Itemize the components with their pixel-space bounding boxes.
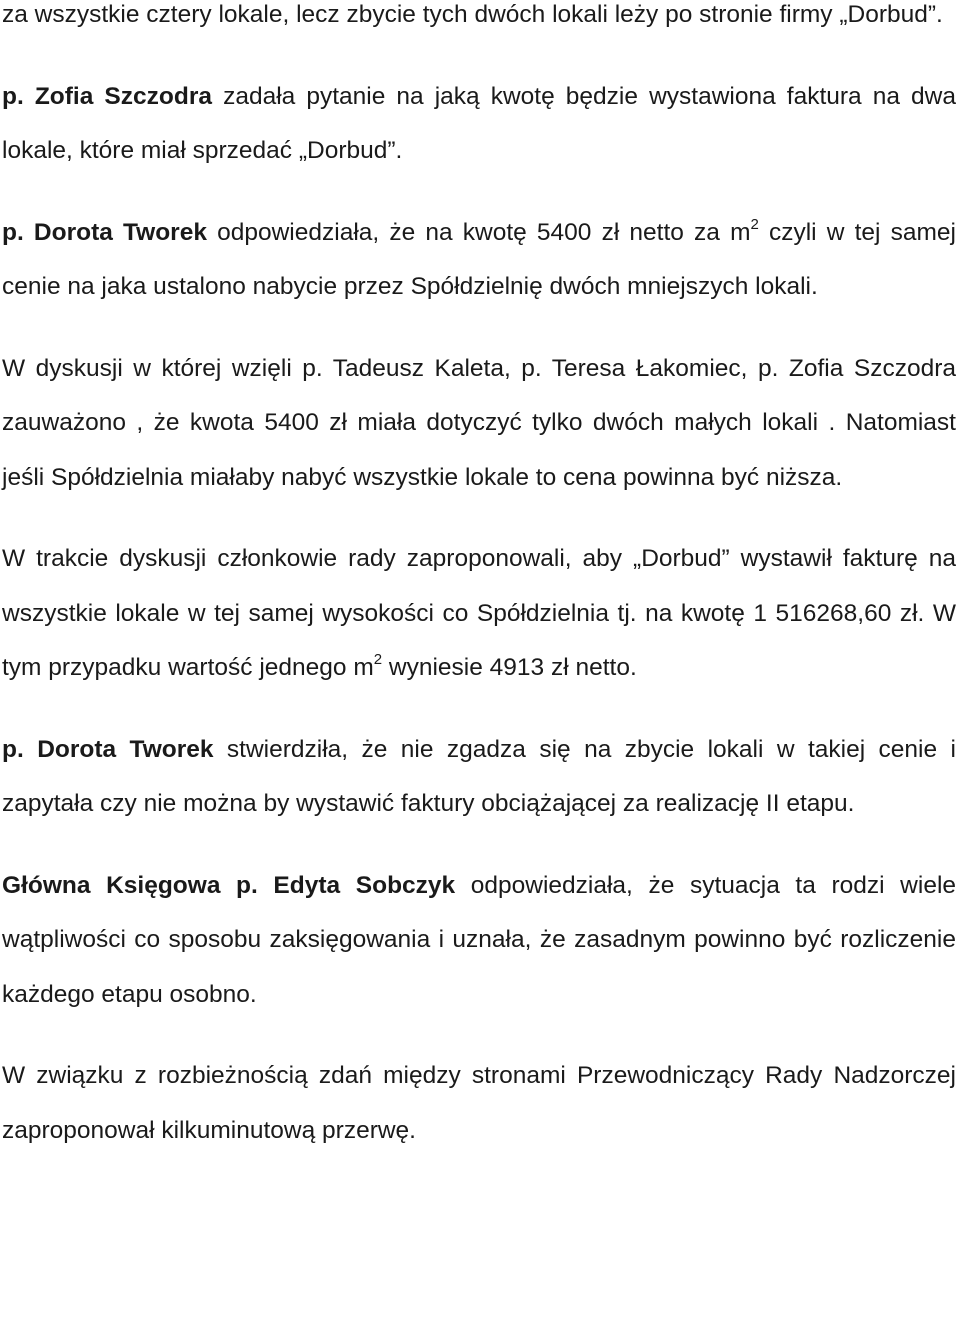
speaker-role: Główna Księgowa <box>2 871 221 899</box>
superscript: 2 <box>373 651 383 668</box>
paragraph-1: za wszystkie cztery lokale, lecz zbycie tych dwóch lokali leży po stronie firmy „Dorbud”. <box>2 1 943 28</box>
paragraph-3: p. Dorota Tworek odpowiedziała, że na kwotę 5400 zł netto za $m^2$ czyli w tej samej cenie na jaka ustalono nabycie przez Spółdzielnię dwóch mniejszych lokali. <box>2 215 956 300</box>
paragraph-6: p. Dorota Tworek stwierdziła, że nie zgadza się na zbycie lokali w takiej cenie i zapytała czy nie można by wystawić faktury obciążającej za realizację II etapu. <box>2 735 956 817</box>
paragraph-4: W dyskusji w której wzięli p. Tadeusz Kaleta, p. Teresa Łakomiec, p. Zofia Szczodra zauważono , że kwota 5400 zł miała dotyczyć tylko dwóch małych lokali . Natomiast jeśli Spółdzielnia miałaby nabyć wszystkie lokale to cena powinna być niższa. <box>2 354 956 491</box>
paragraph-7: Główna Księgowa p. Edyta Sobczyk odpowiedziała, że sytuacja ta rodzi wiele wątpliwości co sposobu zaksięgowania i uznała, że zasadnym powinno być rozliczenie każdego etapu osobno. <box>2 871 957 1008</box>
speaker-name: p. Edyta Sobczyk <box>220 871 456 899</box>
speaker-name: p. Dorota Tworek <box>2 735 214 763</box>
paragraph-2: p. Zofia Szczodra zadała pytanie na jaką kwotę będzie wystawiona faktura na dwa lokale, które miał sprzedać „Dorbud”. <box>2 82 957 164</box>
speaker-name: p. Dorota Tworek <box>2 218 207 246</box>
paragraph-5: W trakcie dyskusji członkowie rady zaproponowali, aby „Dorbud” wystawił fakturę na wszystkie lokale w tej samej wysokości co Spółdzielnia tj. na kwotę 1 516268,60 zł. W tym przypadku wartość jednego $m^2$ wyniesie 4913 zł netto. <box>2 545 956 681</box>
paragraph-8: W związku z rozbieżnością zdań między stronami Przewodniczący Rady Nadzorczej zaproponował kilkuminutową przerwę. <box>2 1062 956 1144</box>
superscript: 2 <box>750 215 759 233</box>
speaker-name: p. Zofia Szczodra <box>2 82 212 110</box>
